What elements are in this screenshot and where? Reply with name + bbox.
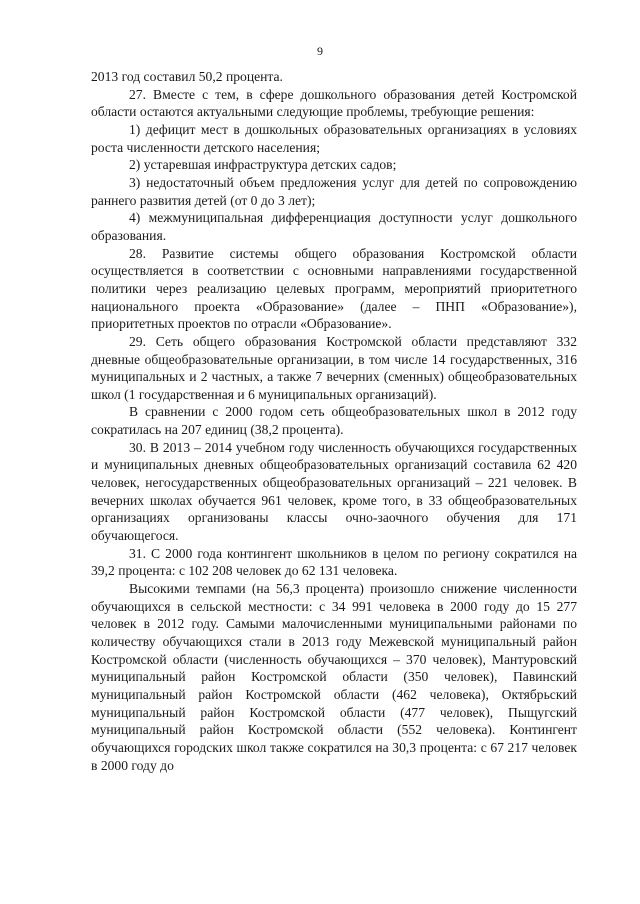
paragraph-p9: 30. В 2013 – 2014 учебном году численность обучающихся государственных и муниципальных дневных общеобразовательных организаций составила 62 420 человек, негосударственных общеобразовательных организаций – 221 человек. В вечерних школах обучается 961 человек, кроме того, в 33 общеобразовательных организациях организованы классы очно-заочного обучения для 171 обучающегося. [91, 439, 577, 544]
paragraph-p11: Высокими темпами (на 56,3 процента) произошло снижение численности обучающихся в сельской местности: с 34 991 человека в 2000 году до 15 277 человек в 2012 году. Самыми малочисленными муниципальными районами по количеству обучающихся стали в 2013 году Межевской муниципальный район Костромской области (численность обучающихся – 370 человек), Мантуровский муниципальный район Костромской области (350 человек), Павинский муниципальный район Костромской области (462 человека), Октябрьский муниципальный район Костромской области (477 человек), Пыщугский муниципальный район Костромской области (552 человека). Контингент обучающихся городских школ также сократился на 30,3 процента: с 67 217 человек в 2000 году до [91, 581, 577, 773]
paragraph-p3: 2) устаревшая инфраструктура детских садов; [129, 157, 397, 173]
paragraph-p5: 4) межмуниципальная дифференциация доступности услуг дошкольного образования. [91, 210, 577, 243]
paragraph-p2: 1) дефицит мест в дошкольных образовательных организациях в условиях роста численности детского населения; [91, 121, 577, 155]
paragraph-p10: 31. С 2000 года контингент школьников в целом по региону сократился на 39,2 процента: с 102 208 человек до 62 131 человека. [91, 545, 577, 579]
paragraph-p8: В сравнении с 2000 годом сеть общеобразовательных школ в 2012 году сократилась на 207 единиц (38,2 процента). [91, 404, 577, 438]
paragraph-p6: 28. Развитие системы общего образования Костромской области осуществляется в соответствии с основными направлениями государственной политики через реализацию целевых программ, мероприятий приоритетного национального проекта «Образование» (далее – ПНП «Образование»), приоритетных проектов по отрасли «Образование». [91, 245, 577, 332]
paragraph-p1: 27. Вместе с тем, в сфере дошкольного образования детей Костромской области остаются актуальными следующие проблемы, требующие решения: [91, 86, 577, 120]
paragraph-p4: 3) недостаточный объем предложения услуг для детей по сопровождению раннего развития детей (от 0 до 3 лет); [91, 174, 577, 208]
paragraph-p7: 29. Сеть общего образования Костромской области представляют 332 дневные общеобразовательные организации, в том числе 14 государственных, 316 муниципальных и 2 частных, а также 7 вечерних (сменных) общеобразовательных школ (1 государственная и 6 муниципальных организаций). [91, 333, 577, 402]
page-number: 9 [317, 44, 323, 58]
document-body [91, 68, 577, 774]
paragraph-p0: 2013 год составил 50,2 процента. [91, 69, 283, 84]
